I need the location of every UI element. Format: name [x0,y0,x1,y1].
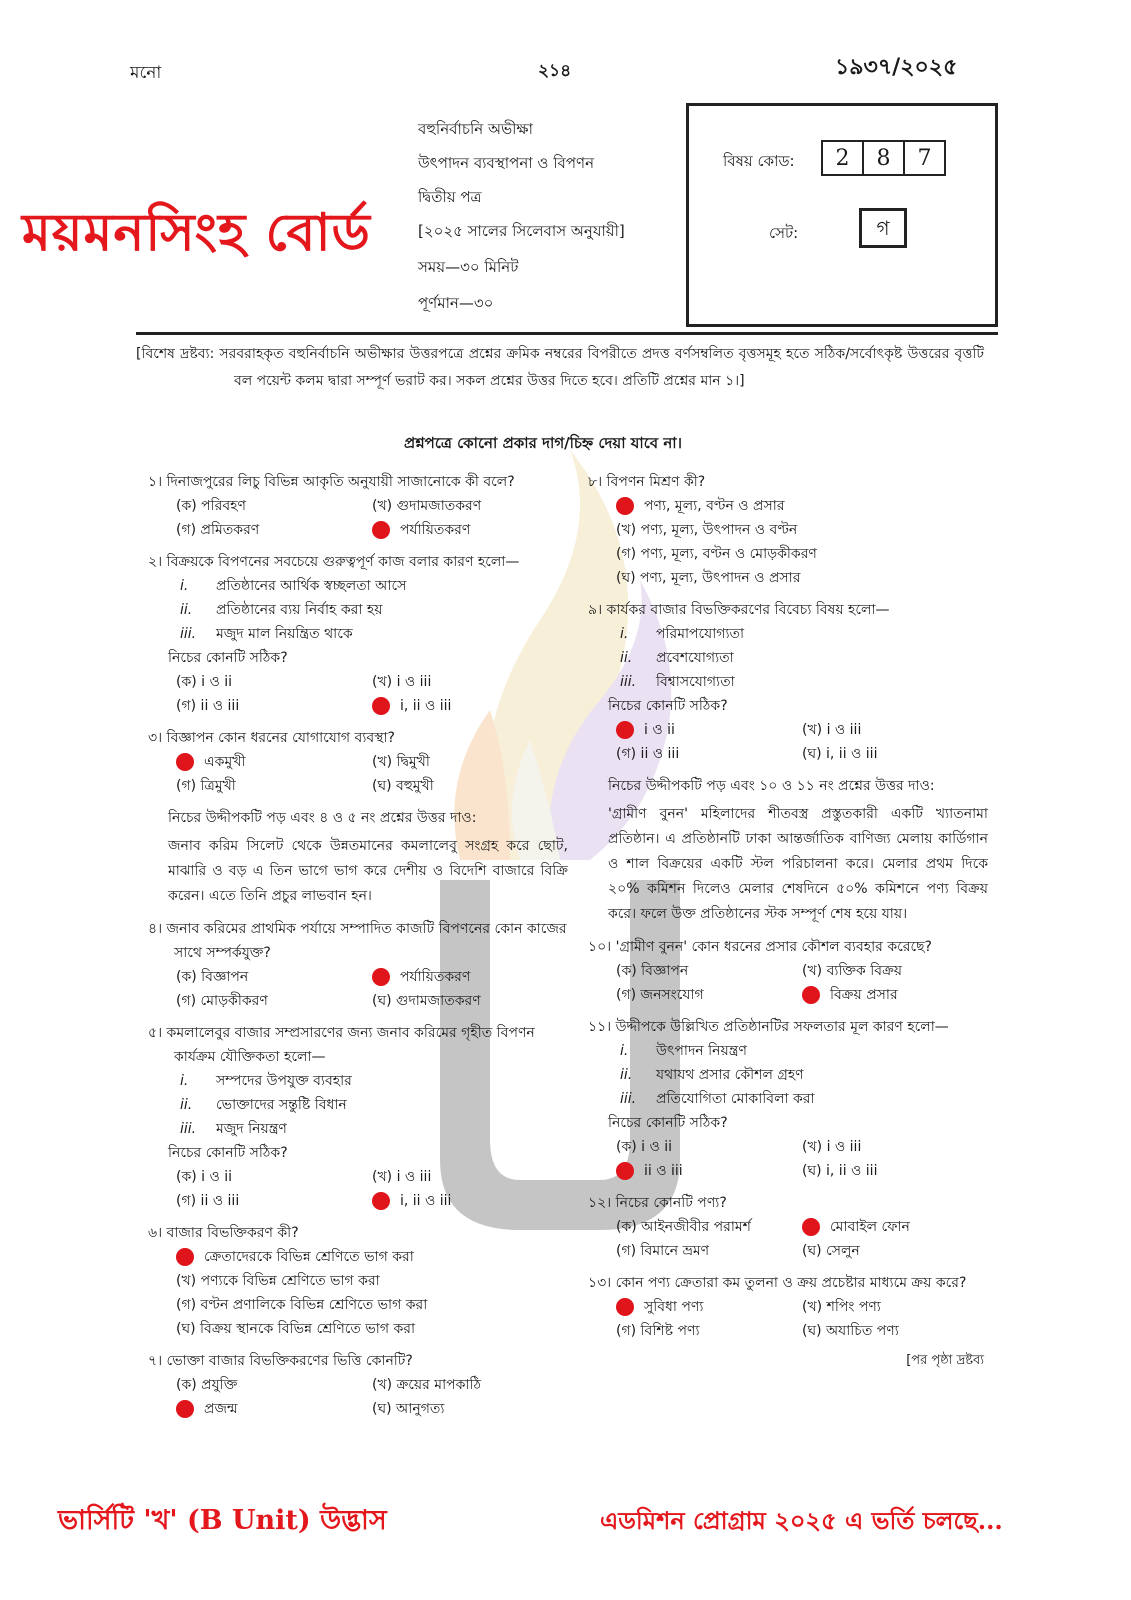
option-marked[interactable]: সুবিধা পণ্য [616,1295,802,1319]
subject-code-label: বিষয় কোড: [723,152,795,170]
option[interactable]: (খ) i ও iii [802,722,862,738]
question-1 [148,470,568,542]
right-question-column [588,470,988,1372]
option[interactable]: (ঘ) বহুমুখী [372,778,434,794]
option[interactable]: (ঘ) সেলুন [802,1243,860,1259]
header-divider [136,332,998,335]
question-stem: ২। বিক্রয়কে বিপণনের সবচেয়ে গুরুত্বপূর্ণ কাজ বলার কারণ হলো— [148,554,520,570]
exam-full-marks: পূর্ণমান—৩০ [418,294,494,312]
option[interactable]: (ক) আইনজীবীর পরামর্শ [616,1219,751,1235]
question-2 [148,550,568,718]
option[interactable]: (ক) বিজ্ঞাপন [616,963,689,979]
answer-mark-icon [176,1400,194,1418]
question-5 [148,1021,568,1213]
question-stem: ১২। নিচের কোনটি পণ্য? [588,1195,727,1211]
option-marked[interactable]: i, ii ও iii [372,1189,568,1213]
statement: iii. বিশ্বাসযোগ্যতা [620,674,735,690]
option[interactable]: (গ) ii ও iii [176,698,240,714]
question-stem: ৭। ভোক্তা বাজার বিভক্তিকরণের ভিত্তি কোনটি? [148,1353,413,1369]
exam-type: বহুনির্বাচনি অভীক্ষা [418,120,533,138]
page-number: ২১৪ [538,61,572,81]
question-9 [588,598,988,766]
option-marked[interactable]: পর্যায়িতকরণ [372,965,568,989]
option[interactable]: (খ) ব্যক্তিক বিক্রয় [802,963,903,979]
option[interactable]: (ঘ) গুদামজাতকরণ [372,993,481,1009]
code-digit: 8 [862,140,905,176]
answer-mark-icon [372,521,390,539]
option[interactable]: (গ) জনসংযোগ [616,987,704,1003]
statement: iii. প্রতিযোগিতা মোকাবিলা করা [620,1091,815,1107]
question-13 [588,1271,988,1343]
statement: ii. যথাযথ প্রসার কৌশল গ্রহণ [620,1067,804,1083]
stimulus-text: 'গ্রামীণ বুনন' মহিলাদের শীতবস্ত্র প্রস্তুতকারী একটি খ্যাতনামা প্রতিষ্ঠান। এ প্রতিষ্ঠানটি ঢাকা আন্তর্জাতিক বাণিজ্য মেলায় কার্ডিগান ও শাল বিক্রয়ের একটি স্টল পরিচালনা করে। মেলার প্রথম দিকে ২০% কমিশন দিলেও মেলার শেষদিনে ৫০% কমিশনে পণ্য বিক্রয় করে। ফলে উক্ত প্রতিষ্ঠানের স্টক সম্পূর্ণ শেষ হয়ে যায়। [608,806,988,922]
answer-mark-icon [176,753,194,771]
option-marked[interactable]: i, ii ও iii [372,694,568,718]
statement: iii. মজুদ নিয়ন্ত্রণ [180,1121,287,1137]
question-11 [588,1015,988,1183]
subject-short: মনো [130,63,162,83]
question-stem: ৫। কমলালেবুর বাজার সম্প্রসারণের জন্য জনাব করিমের গৃহীত বিপণন কার্যক্রম যৌক্তিকতা হলো— [148,1025,535,1065]
option[interactable]: (ঘ) i, ii ও iii [802,1163,878,1179]
footer-right-promo: এডমিশন প্রোগ্রাম ২০২৫ এ ভর্তি চলছে... [600,1506,1003,1535]
option[interactable]: (খ) গুদামজাতকরণ [372,498,482,514]
question-stem: ৪। জনাব করিমের প্রাথমিক পর্যায়ে সম্পাদিত কাজটি বিপণনের কোন কাজের সাথে সম্পর্কযুক্ত? [148,921,567,961]
statement: ii. প্রবেশযোগ্যতা [620,650,734,666]
option[interactable]: (খ) শপিং পণ্য [802,1299,881,1315]
subject-code-digits [823,140,946,176]
question-ask: নিচের কোনটি সঠিক? [608,1115,728,1131]
statement: ii. ভোক্তাদের সন্তুষ্টি বিধান [180,1097,347,1113]
option-marked[interactable]: পণ্য, মূল্য, বণ্টন ও প্রসার [616,494,988,518]
stimulus-text: জনাব করিম সিলেট থেকে উন্নতমানের কমলালেবু সংগ্রহ করে ছোট, মাঝারি ও বড় এ তিন ভাগে ভাগ করে দেশীয় ও বিদেশি বাজারে বিক্রি করেন। এতে তিনি প্রচুর লাভবান হন। [168,838,568,904]
stimulus-intro: নিচের উদ্দীপকটি পড় এবং ৪ ও ৫ নং প্রশ্নের উত্তর দাও: [168,810,477,826]
option[interactable]: (গ) বিমানে ভ্রমণ [616,1243,710,1259]
option[interactable]: (গ) মোড়কীকরণ [176,993,268,1009]
question-stem: ১। দিনাজপুরের লিচু বিভিন্ন আকৃতি অনুযায়ী সাজানোকে কী বলে? [148,474,515,490]
option-marked[interactable]: i ও ii [616,718,802,742]
option[interactable]: (ক) বিজ্ঞাপন [176,969,249,985]
answer-mark-icon [616,1162,634,1180]
exam-paper: দ্বিতীয় পত্র [418,188,482,206]
statement: iii. মজুদ মাল নিয়ন্ত্রিত থাকে [180,626,353,642]
option[interactable]: (ক) i ও ii [176,674,233,690]
question-stem: ৮। বিপণন মিশ্রণ কী? [588,474,706,490]
continue-note: [পর পৃষ্ঠা দ্রষ্টব্য [906,1353,984,1368]
statement: i. উৎপাদন নিয়ন্ত্রণ [620,1043,747,1059]
answer-mark-icon [802,1218,820,1236]
answer-mark-icon [372,1192,390,1210]
option[interactable]: (গ) বণ্টন প্রণালিকে বিভিন্ন শ্রেণিতে ভাগ করা [176,1297,428,1313]
left-question-column [148,470,568,1429]
option[interactable]: (গ) প্রমিতকরণ [176,522,260,538]
option[interactable]: (ক) i ও ii [616,1139,673,1155]
question-ask: নিচের কোনটি সঠিক? [168,1145,288,1161]
statement: i. সম্পদের উপযুক্ত ব্যবহার [180,1073,352,1089]
board-title: ময়মনসিংহ বোর্ড [22,202,371,263]
option[interactable]: (ঘ) আনুগত্য [372,1401,445,1417]
question-4 [148,917,568,1013]
exam-meta [418,112,678,320]
option-marked[interactable]: বিক্রয় প্রসার [802,983,988,1007]
answer-mark-icon [176,1248,194,1266]
statement: ii. প্রতিষ্ঠানের ব্যয় নির্বাহ করা হয় [180,602,383,618]
footer-left-promo: ভার্সিটি 'খ' (B Unit) উদ্ভাস [58,1505,387,1536]
reference-number: ১৯৩৭/২০২৫ [835,55,958,80]
question-stem: ১১। উদ্দীপকে উল্লিখিত প্রতিষ্ঠানটির সফলতার মূল কারণ হলো— [588,1019,949,1035]
question-ask: নিচের কোনটি সঠিক? [168,650,288,666]
stimulus-intro: নিচের উদ্দীপকটি পড় এবং ১০ ও ১১ নং প্রশ্নের উত্তর দাও: [608,778,935,794]
option[interactable]: (খ) ক্রয়ের মাপকাঠি [372,1377,481,1393]
question-stem: ৬। বাজার বিভক্তিকরণ কী? [148,1225,299,1241]
answer-mark-icon [616,497,634,515]
option[interactable]: (খ) i ও iii [372,674,432,690]
option[interactable]: (গ) পণ্য, মূল্য, বণ্টন ও মোড়কীকরণ [616,546,817,562]
option[interactable]: (ক) i ও ii [176,1169,233,1185]
statement: i. প্রতিষ্ঠানের আর্থিক স্বচ্ছলতা আসে [180,578,407,594]
special-instructions: [বিশেষ দ্রষ্টব্য: সরবরাহকৃত বহুনির্বাচনি অভীক্ষার উত্তরপত্রে প্রশ্নের ক্রমিক নম্বরের বিপরীতে প্রদত্ত বর্ণসম্বলিত বৃত্তসমূহ হতে সঠিক/সর্বোৎকৃষ্ট উত্তরের বৃত্তটি বল পয়েন্ট কলম দ্বারা সম্পূর্ণ ভরাট কর। সকল প্রশ্নের উত্তর দিতে হবে। প্রতিটি প্রশ্নের মান ১।] [136,346,984,389]
answer-mark-icon [616,721,634,739]
option[interactable]: (ঘ) বিক্রয় স্থানকে বিভিন্ন শ্রেণিতে ভাগ করা [176,1321,416,1337]
option[interactable]: (ঘ) অযাচিত পণ্য [802,1323,899,1339]
question-8 [588,470,988,590]
option-marked[interactable]: পর্যায়িতকরণ [372,518,568,542]
question-stem: ১০। 'গ্রামীণ বুনন' কোন ধরনের প্রসার কৌশল ব্যবহার করেছে? [588,939,932,955]
option[interactable]: (খ) পণ্যকে বিভিন্ন শ্রেণিতে ভাগ করা [176,1273,380,1289]
set-label: সেট: [769,224,799,242]
option[interactable]: (ঘ) পণ্য, মূল্য, উৎপাদন ও প্রসার [616,570,801,586]
option[interactable]: (গ) ii ও iii [176,1193,240,1209]
code-digit: 2 [821,140,864,176]
question-12 [588,1191,988,1263]
option[interactable]: (গ) ii ও iii [616,746,680,762]
option-marked[interactable]: প্রজন্ম [176,1397,372,1421]
option[interactable]: (ঘ) i, ii ও iii [802,746,878,762]
option[interactable]: (খ) i ও iii [802,1139,862,1155]
statement: i. পরিমাপযোগ্যতা [620,626,745,642]
option[interactable]: (গ) বিশিষ্ট পণ্য [616,1323,700,1339]
exam-subject: উৎপাদন ব্যবস্থাপনা ও বিপণন [418,154,595,172]
answer-mark-icon [616,1298,634,1316]
option[interactable]: (খ) i ও iii [372,1169,432,1185]
question-stem: ৩। বিজ্ঞাপন কোন ধরনের যোগাযোগ ব্যবস্থা? [148,730,395,746]
set-value: গ [859,208,907,248]
question-ask: নিচের কোনটি সঠিক? [608,698,728,714]
answer-mark-icon [802,986,820,1004]
option[interactable]: (খ) দ্বিমুখী [372,754,430,770]
answer-mark-icon [372,697,390,715]
option[interactable]: (খ) পণ্য, মূল্য, উৎপাদন ও বণ্টন [616,522,798,538]
option[interactable]: (ক) পরিবহণ [176,498,246,514]
question-stem: ৯। কার্যকর বাজার বিভক্তিকরণের বিবেচ্য বিষয় হলো— [588,602,890,618]
question-7 [148,1349,568,1421]
option-marked[interactable]: মোবাইল ফোন [802,1215,988,1239]
option-marked[interactable]: ii ও iii [616,1159,802,1183]
exam-time: সময়—৩০ মিনিট [418,258,519,276]
code-digit: 7 [903,140,946,176]
question-3 [148,726,568,798]
no-mark-warning: প্রশ্নপত্রে কোনো প্রকার দাগ/চিহ্ন দেয়া যাবে না। [404,434,683,452]
question-6 [148,1221,568,1341]
option[interactable]: (গ) ত্রিমুখী [176,778,236,794]
question-10 [588,935,988,1007]
option[interactable]: (ক) প্রযুক্তি [176,1377,238,1393]
answer-mark-icon [372,968,390,986]
subject-code-box [686,103,998,327]
option-marked[interactable]: একমুখী [176,750,372,774]
question-stem: ১৩। কোন পণ্য ক্রেতারা কম তুলনা ও ক্রয় প্রচেষ্টার মাধ্যমে ক্রয় করে? [588,1275,967,1291]
option-marked[interactable]: ক্রেতাদেরকে বিভিন্ন শ্রেণিতে ভাগ করা [176,1245,568,1269]
exam-syllabus: [২০২৫ সালের সিলেবাস অনুযায়ী] [418,222,625,240]
